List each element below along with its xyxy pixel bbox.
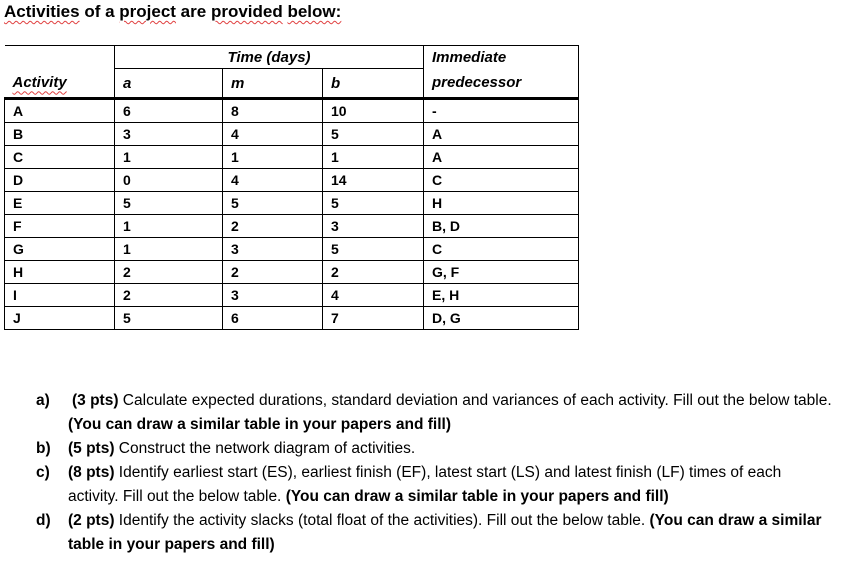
activity-cell: F	[5, 215, 115, 238]
m-cell: 3	[223, 284, 323, 307]
m-cell: 6	[223, 307, 323, 330]
pred-cell: B, D	[424, 215, 579, 238]
a-cell: 2	[115, 284, 223, 307]
table-row	[5, 123, 579, 146]
b-cell: 5	[323, 123, 424, 146]
pred-cell: -	[424, 99, 579, 123]
a-cell: 6	[115, 99, 223, 123]
pred-cell: H	[424, 192, 579, 215]
b-cell: 10	[323, 99, 424, 123]
a-cell: 1	[115, 146, 223, 169]
questions-list	[36, 389, 836, 557]
heading-word: project	[119, 2, 176, 21]
page-heading	[4, 2, 341, 22]
question-points: (2 pts)	[68, 512, 115, 529]
b-cell: 1	[323, 146, 424, 169]
question-label: b)	[36, 440, 51, 457]
question-b	[36, 437, 836, 461]
pred-header-line1: Immediate	[424, 46, 579, 69]
a-cell: 5	[115, 307, 223, 330]
heading-word: of a	[79, 2, 120, 21]
activity-cell: I	[5, 284, 115, 307]
question-text: Construct the network diagram of activities.	[114, 440, 416, 457]
pred-header-line2: predecessor	[424, 69, 579, 99]
pred-cell: A	[424, 146, 579, 169]
a-cell: 2	[115, 261, 223, 284]
question-label: c)	[36, 464, 50, 481]
activity-cell: G	[5, 238, 115, 261]
question-text: Identify earliest start (ES), earliest finish (EF), latest start (LS) and latest finish (LF) times of each activity. Fill out the below table.	[68, 464, 782, 505]
table-row	[5, 284, 579, 307]
col-b-header: b	[323, 69, 424, 99]
m-cell: 2	[223, 261, 323, 284]
table-row	[5, 261, 579, 284]
m-cell: 5	[223, 192, 323, 215]
table-header-row-1	[5, 46, 579, 69]
question-points: (8 pts)	[68, 464, 115, 481]
m-cell: 1	[223, 146, 323, 169]
question-d	[36, 509, 836, 557]
col-a-header: a	[115, 69, 223, 99]
activity-cell: J	[5, 307, 115, 330]
question-c	[36, 461, 836, 509]
m-cell: 8	[223, 99, 323, 123]
a-cell: 1	[115, 215, 223, 238]
b-cell: 4	[323, 284, 424, 307]
pred-cell: E, H	[424, 284, 579, 307]
question-note: (You can draw a similar table in your papers and fill)	[285, 488, 669, 505]
activity-cell: C	[5, 146, 115, 169]
activity-cell: D	[5, 169, 115, 192]
pred-cell: A	[424, 123, 579, 146]
pred-cell: D, G	[424, 307, 579, 330]
time-header: Time (days)	[115, 46, 424, 69]
question-label: a)	[36, 392, 50, 409]
question-label: d)	[36, 512, 51, 529]
pred-cell: C	[424, 169, 579, 192]
question-text: Calculate expected durations, standard deviation and variances of each activity. Fill out the below table.	[118, 392, 832, 409]
question-note: (You can draw a similar table in your papers and fill)	[68, 416, 451, 433]
activity-header: Activity	[5, 69, 115, 99]
m-cell: 3	[223, 238, 323, 261]
b-cell: 5	[323, 238, 424, 261]
activity-cell: A	[5, 99, 115, 123]
b-cell: 3	[323, 215, 424, 238]
activity-cell: B	[5, 123, 115, 146]
table-row	[5, 99, 579, 123]
question-note: (You can draw a similar table in your papers and fill)	[68, 512, 822, 553]
m-cell: 2	[223, 215, 323, 238]
heading-word: provided	[210, 2, 283, 21]
question-a	[36, 389, 836, 437]
heading-word: Activities	[4, 2, 80, 21]
m-cell: 4	[223, 123, 323, 146]
activity-cell: E	[5, 192, 115, 215]
col-m-header: m	[223, 69, 323, 99]
table-row	[5, 307, 579, 330]
question-points: (3 pts)	[72, 392, 119, 409]
question-points: (5 pts)	[68, 440, 115, 457]
activity-cell: H	[5, 261, 115, 284]
table-row	[5, 215, 579, 238]
table-header-row-2	[5, 69, 579, 99]
m-cell: 4	[223, 169, 323, 192]
activities-table	[4, 45, 579, 330]
heading-word: below:	[287, 2, 342, 21]
b-cell: 14	[323, 169, 424, 192]
a-cell: 1	[115, 238, 223, 261]
a-cell: 0	[115, 169, 223, 192]
a-cell: 3	[115, 123, 223, 146]
table-row	[5, 169, 579, 192]
b-cell: 2	[323, 261, 424, 284]
table-row	[5, 238, 579, 261]
heading-word: are	[175, 2, 211, 21]
pred-cell: C	[424, 238, 579, 261]
pred-cell: G, F	[424, 261, 579, 284]
question-text: Identify the activity slacks (total float of the activities). Fill out the below table.	[114, 512, 650, 529]
activity-header-blank	[5, 46, 115, 69]
b-cell: 7	[323, 307, 424, 330]
a-cell: 5	[115, 192, 223, 215]
table-row	[5, 146, 579, 169]
b-cell: 5	[323, 192, 424, 215]
table-row	[5, 192, 579, 215]
